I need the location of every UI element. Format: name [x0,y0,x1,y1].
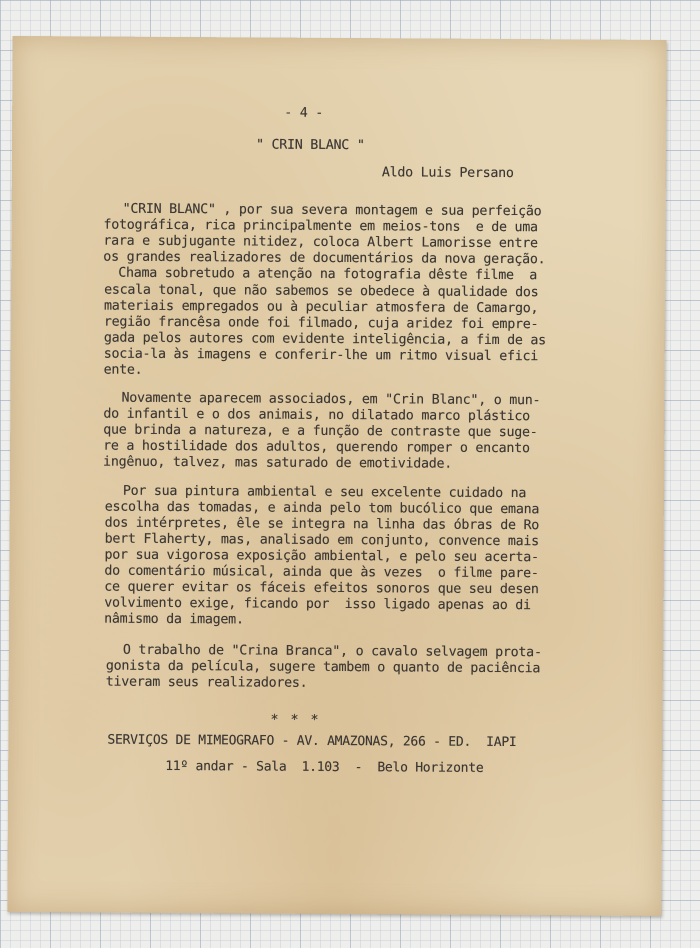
text-line: que brinda a natureza, e a função de contraste que suge- [103,422,538,441]
text-line: volvimento exige, ficando por isso ligado apenas ao di [104,595,531,614]
text-line: Por sua pintura ambiental e seu excelente cuidado na [122,483,527,502]
text-line: ce querer evitar os fáceis efeitos sonoros que seu desen [104,579,539,598]
footer-location-line: 11º andar - Sala 1.103 - Belo Horizonte [165,758,484,776]
text-line: materiais empregados ou à peculiar atmosfera de Camargo, [103,298,539,317]
text-line: Novamente aparecem associados, em "Crin Blanc", o mun- [121,390,541,409]
text-line: escolha das tomadas, e ainda pelo tom bucólico que emana [104,499,540,518]
text-line: tiveram seus realizadores. [105,674,308,691]
text-line: ente. [103,362,143,378]
footer-address-line: SERVIÇOS DE MIMEOGRAFO - AV. AMAZONAS, 266 - ED. IAPI [107,732,517,751]
text-line: ingênuo, talvez, mas saturado de emotividade. [103,454,453,472]
text-line: região francêsa onde foi filmado, cuja aridez foi empre- [103,314,539,333]
text-line: bert Flaherty, mas, analisado em conjunto, convence mais [104,531,539,550]
text-line: os grandes realizadores de documentários da nova geração. [103,249,546,268]
text-line: socia-la às imagens e conferir-lhe um ritmo visual efici [103,346,539,365]
page-number: - 4 - [284,105,324,121]
text-line: gonista da película, sugere tambem o quanto de paciência [105,658,541,677]
text-line: por sua vigorosa exposição ambiental, e pelo seu acerta- [104,547,539,566]
text-line: rara e subjugante nitidez, coloca Albert Lamorisse entre [103,233,538,252]
text-line: dos intérpretes, êle se integra na linha das óbras de Ro [104,515,540,534]
text-line: gada pelos autores com evidente inteligência, a fim de as [103,330,546,349]
text-line: do infantil e o dos animais, no dilatado marco plástico [103,406,530,425]
document-title: " CRIN BLANC " [255,137,365,154]
text-line: nâmismo da imagem. [104,611,244,628]
text-line: do comentário músical, ainda que às vezes o filme pare- [104,563,539,582]
text-line: "CRIN BLANC" , por sua severa montagem e sua perfeição [122,201,542,220]
text-line: re a hostilidade dos adultos, querendo romper o encanto [103,438,530,457]
separator-stars: * * * [270,712,321,728]
text-line: Chama sobretudo a atenção na fotografia dêste filme a [118,265,538,284]
typewritten-page [7,36,666,916]
document-author: Aldo Luis Persano [381,165,514,182]
text-line: O trabalho de "Crina Branca", o cavalo selvagem prota- [122,642,542,661]
text-line: escala tonal, que não sabemos se obedece à qualidade dos [104,282,539,301]
text-line: fotográfica, rica principalmente em meios-tons e de uma [103,217,538,236]
